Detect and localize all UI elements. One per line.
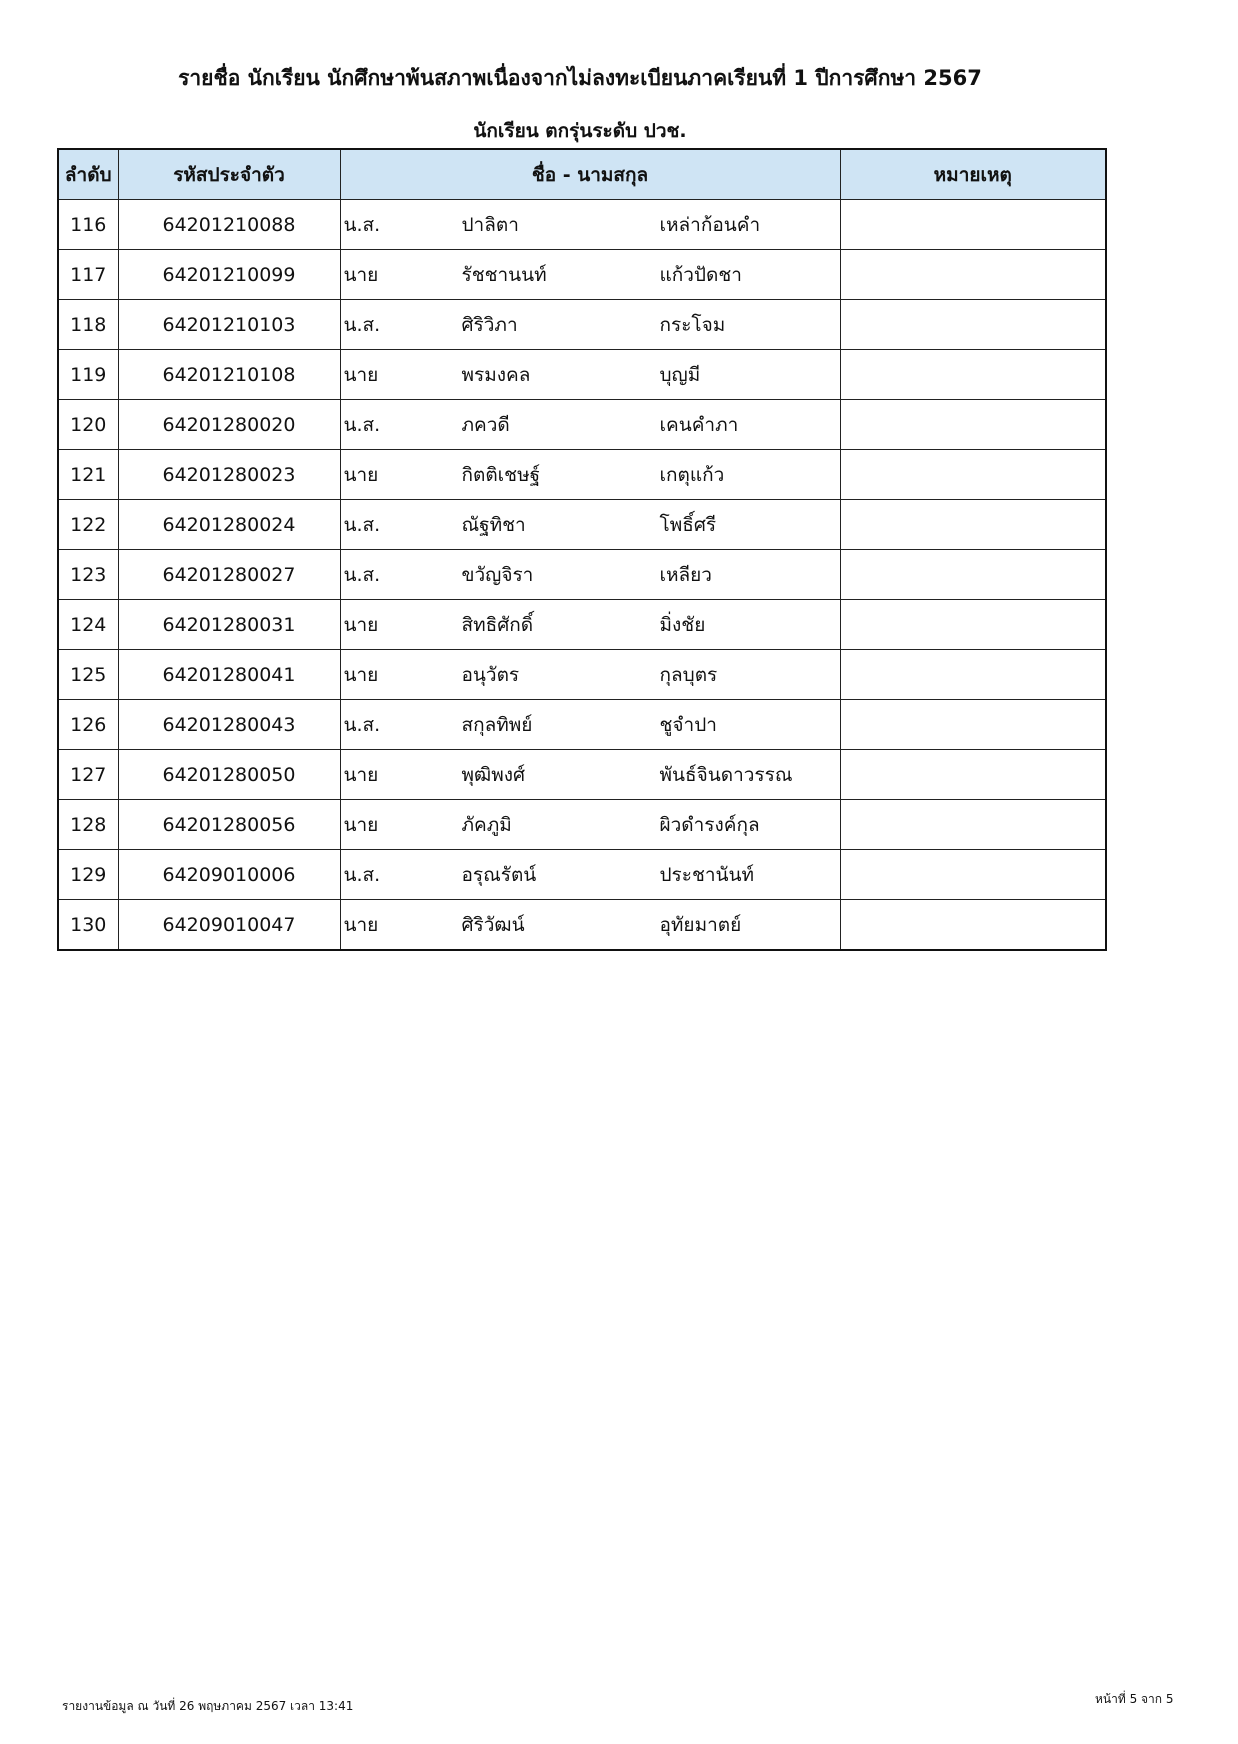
first-name: สิทธิศักดิ์ <box>461 613 534 636</box>
student-name <box>340 350 840 400</box>
student-name <box>340 850 840 900</box>
remark <box>840 500 1106 550</box>
student-name <box>340 300 840 350</box>
header-remark: หมายเหตุ <box>840 149 1106 200</box>
first-name: พุฒิพงศ์ <box>461 763 526 786</box>
name-prefix: นาย <box>343 613 379 636</box>
student-id: 64201280043 <box>118 700 340 750</box>
student-name <box>340 400 840 450</box>
student-name <box>340 800 840 850</box>
table-row <box>58 650 1106 700</box>
student-id: 64201280024 <box>118 500 340 550</box>
name-prefix: นาย <box>343 663 379 686</box>
last-name: ชูจำปา <box>659 713 717 736</box>
row-number: 129 <box>58 850 118 900</box>
row-number: 118 <box>58 300 118 350</box>
name-prefix: น.ส. <box>343 713 381 736</box>
table-row <box>58 200 1106 250</box>
student-name <box>340 750 840 800</box>
name-prefix: นาย <box>343 763 379 786</box>
remark <box>840 600 1106 650</box>
first-name: พรมงคล <box>461 363 531 386</box>
student-id: 64201210099 <box>118 250 340 300</box>
student-name <box>340 700 840 750</box>
first-name: สกุลทิพย์ <box>461 713 533 736</box>
student-id: 64201280027 <box>118 550 340 600</box>
table-row <box>58 500 1106 550</box>
row-number: 122 <box>58 500 118 550</box>
first-name: กิตติเชษฐ์ <box>461 463 541 486</box>
last-name: ประชานันท์ <box>659 863 755 886</box>
row-number: 124 <box>58 600 118 650</box>
student-id: 64209010006 <box>118 850 340 900</box>
first-name: ศิริวิภา <box>461 313 518 336</box>
name-prefix: น.ส. <box>343 563 381 586</box>
row-number: 119 <box>58 350 118 400</box>
last-name: กระโจม <box>659 313 726 336</box>
row-number: 120 <box>58 400 118 450</box>
remark <box>840 750 1106 800</box>
table-row <box>58 350 1106 400</box>
page-subtitle: นักเรียน ตกรุ่นระดับ ปวช. <box>473 120 687 142</box>
student-id: 64201280023 <box>118 450 340 500</box>
table-body <box>58 200 1106 951</box>
row-number: 116 <box>58 200 118 250</box>
name-prefix: นาย <box>343 813 379 836</box>
table-row <box>58 750 1106 800</box>
student-id: 64201280031 <box>118 600 340 650</box>
remark <box>840 200 1106 250</box>
student-id: 64209010047 <box>118 900 340 951</box>
row-number: 123 <box>58 550 118 600</box>
remark <box>840 400 1106 450</box>
last-name: ผิวดำรงค์กุล <box>659 813 760 836</box>
student-id: 64201280056 <box>118 800 340 850</box>
row-number: 127 <box>58 750 118 800</box>
remark <box>840 900 1106 951</box>
remark <box>840 350 1106 400</box>
table-header-row <box>58 149 1106 200</box>
student-name <box>340 900 840 951</box>
first-name: ปาลิตา <box>461 213 519 236</box>
row-number: 121 <box>58 450 118 500</box>
first-name: ภัคภูมิ <box>461 813 512 836</box>
student-name <box>340 550 840 600</box>
row-number: 130 <box>58 900 118 951</box>
first-name: รัชชานนท์ <box>461 263 547 286</box>
table-row <box>58 250 1106 300</box>
remark <box>840 850 1106 900</box>
student-id: 64201280020 <box>118 400 340 450</box>
student-name <box>340 650 840 700</box>
last-name: โพธิ์ศรี <box>659 513 717 536</box>
student-name <box>340 600 840 650</box>
row-number: 125 <box>58 650 118 700</box>
first-name: ณัฐทิชา <box>461 513 526 536</box>
student-id: 64201210103 <box>118 300 340 350</box>
student-id: 64201210088 <box>118 200 340 250</box>
name-prefix: น.ส. <box>343 413 381 436</box>
last-name: เหล่าก้อนคำ <box>659 213 761 236</box>
last-name: พันธ์จินดาวรรณ <box>659 763 793 786</box>
last-name: เหลียว <box>659 563 712 586</box>
name-prefix: นาย <box>343 263 379 286</box>
header-student-id: รหัสประจำตัว <box>118 149 340 200</box>
student-id: 64201210108 <box>118 350 340 400</box>
first-name: อรุณรัตน์ <box>461 863 537 886</box>
table-row <box>58 450 1106 500</box>
first-name: ศิริวัฒน์ <box>461 913 525 936</box>
name-prefix: น.ส. <box>343 863 381 886</box>
name-prefix: นาย <box>343 463 379 486</box>
remark <box>840 650 1106 700</box>
name-prefix: นาย <box>343 363 379 386</box>
student-name <box>340 200 840 250</box>
remark <box>840 550 1106 600</box>
row-number: 128 <box>58 800 118 850</box>
table-row <box>58 700 1106 750</box>
table-row <box>58 800 1106 850</box>
remark <box>840 800 1106 850</box>
student-id: 64201280050 <box>118 750 340 800</box>
student-name <box>340 450 840 500</box>
report-timestamp: รายงานข้อมูล ณ วันที่ 26 พฤษภาคม 2567 เวลา 13:41 <box>62 1699 354 1713</box>
last-name: บุญมี <box>659 363 701 386</box>
name-prefix: น.ส. <box>343 313 381 336</box>
row-number: 117 <box>58 250 118 300</box>
remark <box>840 450 1106 500</box>
student-table <box>57 148 1107 951</box>
table-row <box>58 550 1106 600</box>
first-name: ขวัญจิรา <box>461 563 534 586</box>
table-row <box>58 600 1106 650</box>
name-prefix: นาย <box>343 913 379 936</box>
remark <box>840 250 1106 300</box>
last-name: อุทัยมาตย์ <box>659 913 742 936</box>
last-name: เกตุแก้ว <box>659 463 725 486</box>
name-prefix: น.ส. <box>343 213 381 236</box>
page-number: หน้าที่ 5 จาก 5 <box>1095 1692 1174 1706</box>
remark <box>840 300 1106 350</box>
name-prefix: น.ส. <box>343 513 381 536</box>
student-id: 64201280041 <box>118 650 340 700</box>
header-no: ลำดับ <box>58 149 118 200</box>
last-name: แก้วปัดชา <box>659 263 742 286</box>
header-name: ชื่อ - นามสกุล <box>340 149 840 200</box>
table-row <box>58 300 1106 350</box>
page-title: รายชื่อ นักเรียน นักศึกษาพ้นสภาพเนื่องจากไม่ลงทะเบียนภาคเรียนที่ 1 ปีการศึกษา 2567 <box>178 66 982 90</box>
table-row <box>58 400 1106 450</box>
student-name <box>340 500 840 550</box>
first-name: ภควดี <box>461 413 510 436</box>
remark <box>840 700 1106 750</box>
last-name: มิ่งชัย <box>659 613 706 636</box>
last-name: เคนคำภา <box>659 413 739 436</box>
first-name: อนุวัตร <box>461 663 520 686</box>
table-row <box>58 900 1106 951</box>
table-row <box>58 850 1106 900</box>
student-name <box>340 250 840 300</box>
last-name: กุลบุตร <box>659 663 718 686</box>
row-number: 126 <box>58 700 118 750</box>
